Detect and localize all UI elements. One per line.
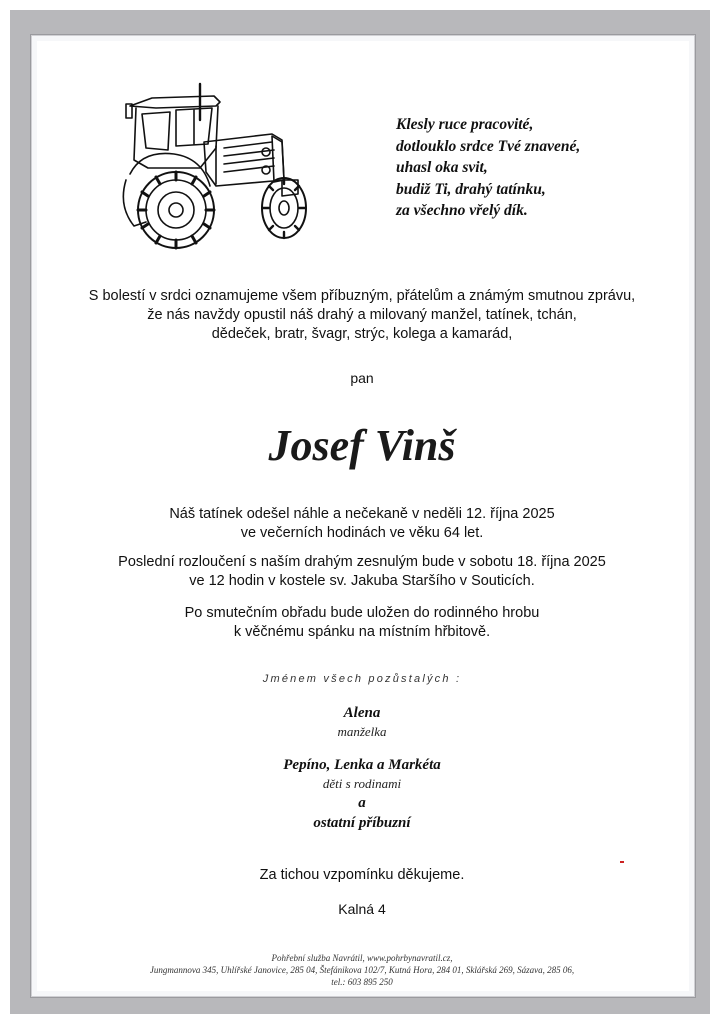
memorial-verse [396, 114, 636, 222]
children-role: děti s rodinami [322, 776, 402, 791]
death-info-line: ve večerních hodinách ve věku 64 let. [240, 525, 484, 541]
farewell-info [20, 553, 704, 591]
burial-info [20, 604, 704, 642]
deceased-name: Josef Vinš [268, 421, 456, 470]
on-behalf-label: Jménem všech pozůstalých : [262, 673, 462, 685]
other-relatives: ostatní příbuzní [313, 815, 411, 831]
intro-line: dědeček, bratr, švagr, strýc, kolega a kamarád, [211, 326, 513, 342]
verse-line: uhasl oka svit, [396, 159, 488, 176]
wife-name: Alena [343, 705, 381, 721]
funeral-service-footer [20, 952, 704, 988]
death-info-line: Náš tatínek odešel náhle a nečekaně v neděli 12. října 2025 [169, 506, 555, 522]
verse-line: budiž Ti, drahý tatínku, [396, 180, 546, 198]
announcement-intro [20, 287, 704, 344]
conjunction: a [358, 795, 366, 811]
tractor-icon [112, 76, 318, 256]
verse-line: Klesly ruce pracovité, [396, 116, 534, 133]
verse-line: dotlouklo srdce Tvé znavené, [396, 137, 581, 155]
closing-thanks: Za tichou vzpomínku děkujeme. [259, 867, 465, 883]
farewell-info-line: Poslední rozloučení s naším drahým zesnulým bude v sobotu 18. října 2025 [118, 554, 606, 570]
address: Kalná 4 [338, 901, 386, 917]
verse-line: za všechno vřelý dík. [396, 202, 528, 219]
burial-info-line: Po smutečním obřadu bude uložen do rodinného hrobu [184, 605, 540, 621]
children-names: Pepíno, Lenka a Markéta [283, 757, 441, 773]
farewell-info-line: ve 12 hodin v kostele sv. Jakuba Staršího v Souticích. [189, 573, 535, 589]
intro-line: že nás navždy opustil náš drahý a milovaný manžel, tatínek, tchán, [147, 307, 577, 323]
footer-line: Pohřební služba Navrátil, www.pohrbynavratil.cz, [271, 953, 453, 963]
intro-line: S bolestí v srdci oznamujeme všem příbuzným, přátelům a známým smutnou zprávu, [88, 288, 636, 304]
burial-info-line: k věčnému spánku na místním hřbitově. [233, 624, 491, 640]
honorific: pan [350, 370, 374, 386]
wife-role: manželka [337, 724, 387, 739]
print-speck [620, 861, 624, 863]
footer-line: Jungmannova 345, Uhlířské Janovice, 285 04, Štefánikova 102/7, Kutná Hora, 284 01, Sklářská 269, Sázava, 285 06, [149, 965, 575, 975]
death-info [20, 505, 704, 543]
footer-line: tel.: 603 895 250 [331, 977, 393, 987]
